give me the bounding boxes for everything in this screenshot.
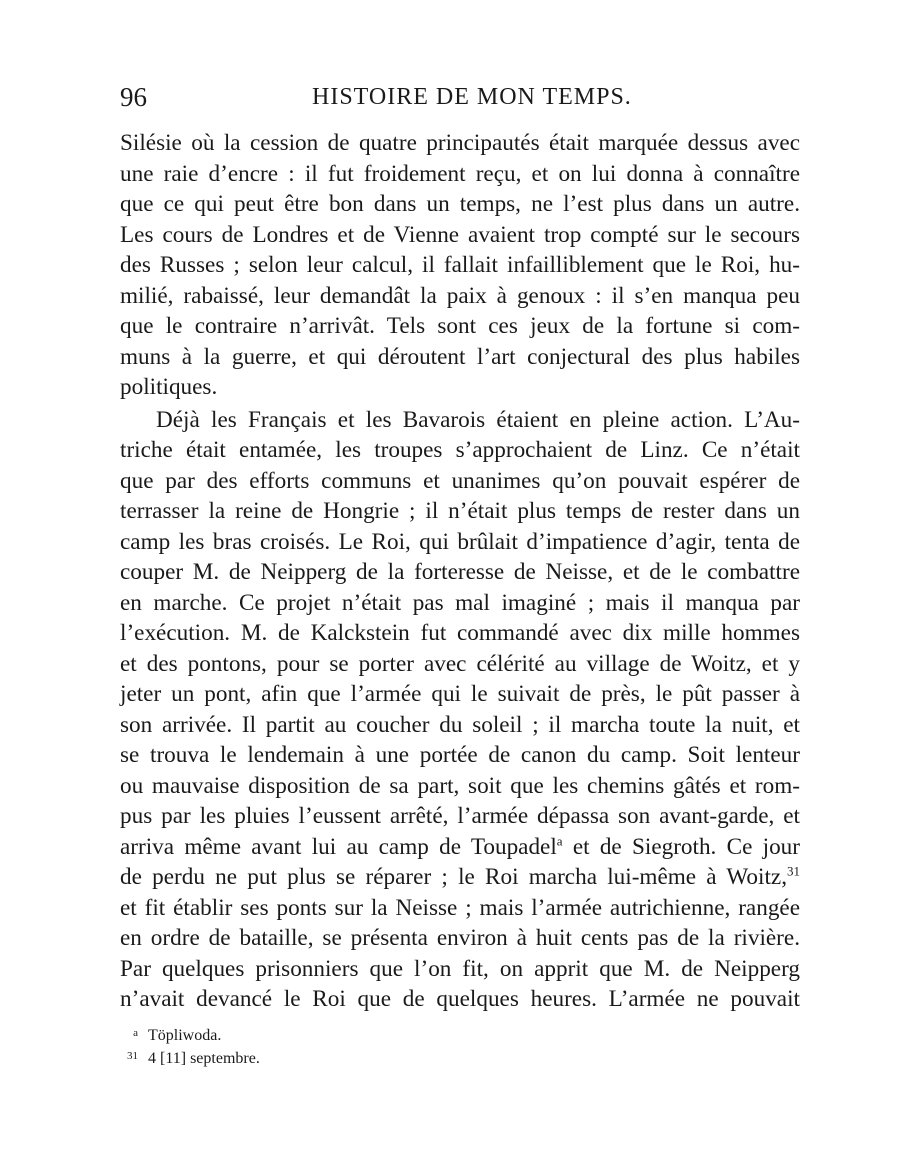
text-line: politiques. [120,374,218,400]
body-text [120,128,800,1015]
footnotes [120,1022,800,1068]
text-line: des Russes ; selon leur calcul, il fallait infailliblement que le Roi, hu- [120,252,800,278]
text-line: triche était entamée, les troupes s’approchaient de Linz. Ce n’était [120,437,800,463]
text-segment: de perdu ne put plus se réparer ; le Roi marcha lui-même à Woitz, [120,864,787,890]
text-line: que ce qui peut être bon dans un temps, ne l’est plus dans un autre. [120,191,800,217]
text-line: en marche. Ce projet n’était pas mal imaginé ; mais il manqua par [120,589,800,616]
text-line: couper M. de Neipperg de la forteresse de Neisse, et de le combattre [120,559,800,585]
text-line: son arrivée. Il partit au coucher du soleil ; il marcha toute la nuit, et [120,711,800,738]
text-line: jeter un pont, afin que l’armée qui le suivait de près, le pût passer à [120,681,800,707]
text-line: n’avait devancé le Roi que de quelques heures. L’armée ne pouvait [120,986,800,1012]
text-segment: arriva même avant lui au camp de Toupadel [120,833,557,860]
text-line: camp les bras croisés. Le Roi, qui brûlait d’impatience d’agir, tenta de [120,528,800,555]
text-line: ou mauvaise disposition de sa part, soit que les chemins gâtés et rom- [120,772,800,799]
text-line: Silésie où la cession de quatre principautés était marquée dessus avec [120,130,800,156]
text-segment: et de Siegroth. Ce jour [562,833,800,860]
footnote-mark: 31 [127,1050,138,1062]
text-line: que le contraire n’arrivât. Tels sont ces jeux de la fortune si com- [120,313,800,339]
page-number: 96 [120,82,147,112]
footnote-text: 4 [11] septembre. [148,1050,260,1067]
text-line: pus par les pluies l’eussent arrêté, l’armée dépassa son avant-garde, et [120,803,800,829]
text-line: milié, rabaissé, leur demandât la paix à genoux : il s’en manqua peu [120,282,800,309]
footnote-ref-a: a [556,832,563,848]
text-line: et des pontons, pour se porter avec célérité au village de Woitz, et y [120,650,800,677]
footnote-ref-31: 31 [787,863,800,879]
text-line: en ordre de bataille, se présenta environ à huit cents pas de la rivière. [120,925,800,951]
text-line: Par quelques prisonniers que l’on fit, on apprit que M. de Neipperg [120,955,800,982]
text-line: se trouva le lendemain à une portée de canon du camp. Soit lenteur [120,742,800,768]
footnote-text: Töpliwoda. [148,1027,222,1044]
text-line: Déjà les Français et les Bavarois étaient en pleine action. L’Au- [156,406,800,433]
footnote-31 [120,1045,800,1068]
text-line: muns à la guerre, et qui déroutent l’art conjectural des plus habiles [120,343,800,370]
running-head [120,82,810,122]
text-line: et fit établir ses ponts sur la Neisse ; mais l’armée autrichienne, rangée [120,894,800,921]
text-line: Les cours de Londres et de Vienne avaient trop compté sur le secours [120,221,800,248]
footnote-mark: a [133,1027,138,1039]
text-line: que par des efforts communs et unanimes qu’on pouvait espérer de [120,467,800,494]
text-line-with-footnote [120,862,800,893]
text-line-with-footnote [120,832,800,863]
running-title: HISTOIRE DE MON TEMPS. [312,84,632,110]
text-line: une raie d’encre : il fut froidement reçu, et on lui donna à connaître [120,160,800,187]
footnote-a [120,1022,800,1045]
text-line: l’exécution. M. de Kalckstein fut commandé avec dix mille hommes [120,620,800,646]
text-line: terrasser la reine de Hongrie ; il n’était plus temps de rester dans un [120,498,800,524]
